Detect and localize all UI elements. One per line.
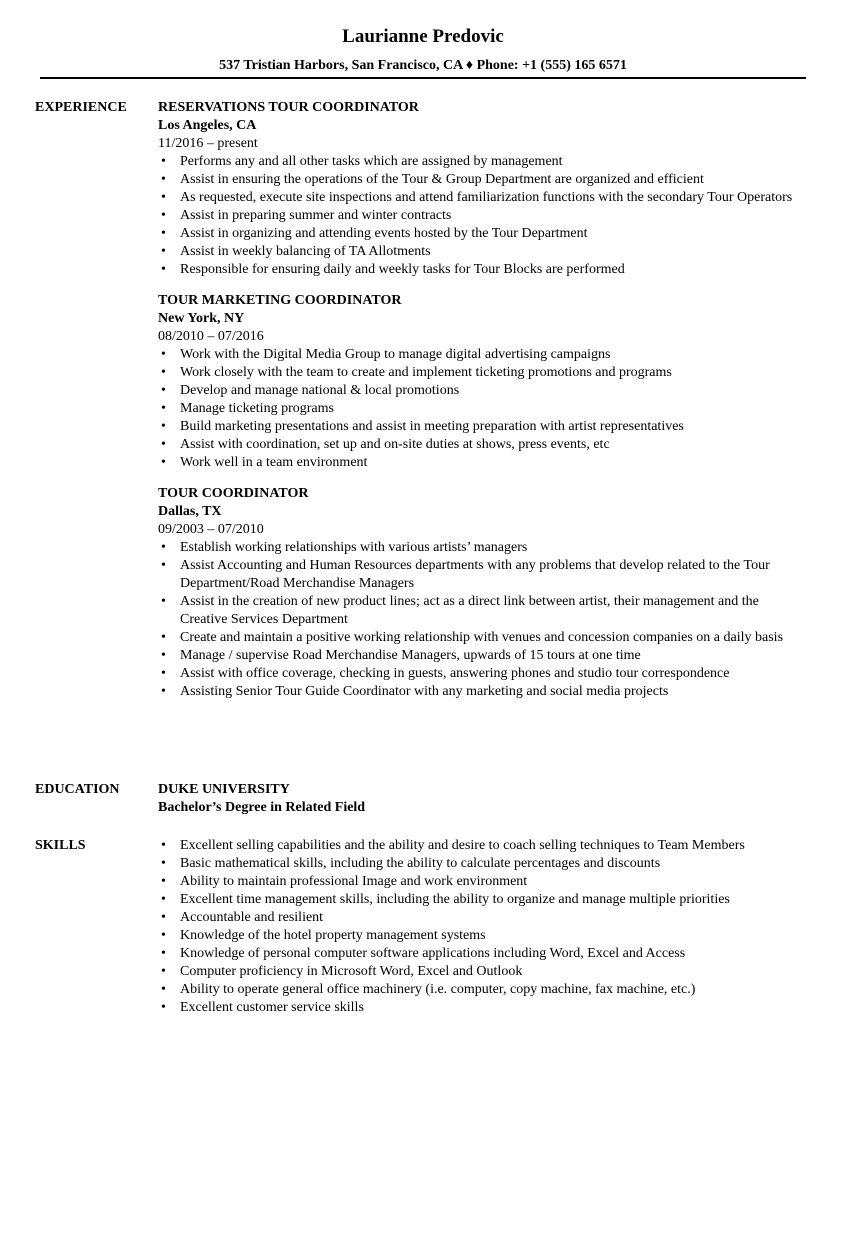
school-name: DUKE UNIVERSITY xyxy=(158,782,290,797)
education-body xyxy=(158,781,808,817)
job-bullets xyxy=(158,346,808,472)
list-item: • Assisting Senior Tour Guide Coordinator with any marketing and social media projects xyxy=(158,683,808,701)
list-item: • Build marketing presentations and assist in meeting preparation with artist representatives xyxy=(158,418,808,436)
candidate-name: Laurianne Predovic xyxy=(342,26,504,47)
list-item: • Manage / supervise Road Merchandise Managers, upwards of 15 tours at one time xyxy=(158,647,808,665)
list-item: • Excellent selling capabilities and the ability and desire to coach selling techniques to Team Members xyxy=(158,837,808,855)
list-item: • Assist with coordination, set up and on-site duties at shows, press events, etc xyxy=(158,436,808,454)
section-label-education: EDUCATION xyxy=(35,782,120,797)
skills-list xyxy=(158,837,808,1017)
list-item: • As requested, execute site inspections and attend familiarization functions with the secondary Tour Operators xyxy=(158,189,808,207)
resume-header xyxy=(0,26,846,74)
list-item: • Assist in weekly balancing of TA Allotments xyxy=(158,243,808,261)
list-item: • Assist in the creation of new product lines; act as a direct link between artist, their management and the Creative Services Department xyxy=(158,593,808,629)
job-title: RESERVATIONS TOUR COORDINATOR xyxy=(158,100,419,115)
list-item: • Accountable and resilient xyxy=(158,909,808,927)
list-item: • Assist with office coverage, checking in guests, answering phones and studio tour correspondence xyxy=(158,665,808,683)
job-title: TOUR MARKETING COORDINATOR xyxy=(158,293,402,308)
contact-line: 537 Tristian Harbors, San Francisco, CA ♦ Phone: +1 (555) 165 6571 xyxy=(219,58,627,73)
job-entry xyxy=(158,485,808,701)
job-entry xyxy=(158,292,808,472)
job-title: TOUR COORDINATOR xyxy=(158,486,309,501)
job-bullets xyxy=(158,539,808,701)
list-item: • Knowledge of the hotel property management systems xyxy=(158,927,808,945)
list-item: • Excellent time management skills, including the ability to organize and manage multiple priorities xyxy=(158,891,808,909)
list-item: • Create and maintain a positive working relationship with venues and concession companies on a daily basis xyxy=(158,629,808,647)
job-location: Dallas, TX xyxy=(158,504,222,519)
skills-body xyxy=(158,837,808,1017)
list-item: • Assist Accounting and Human Resources departments with any problems that develop related to the Tour Department/Road Merchandise Managers xyxy=(158,557,808,593)
job-dates: 09/2003 – 07/2010 xyxy=(158,522,264,537)
list-item: • Performs any and all other tasks which are assigned by management xyxy=(158,153,808,171)
list-item: • Develop and manage national & local promotions xyxy=(158,382,808,400)
job-location: New York, NY xyxy=(158,311,245,326)
list-item: • Work well in a team environment xyxy=(158,454,808,472)
job-bullets xyxy=(158,153,808,279)
header-divider xyxy=(40,77,806,79)
list-item: • Responsible for ensuring daily and weekly tasks for Tour Blocks are performed xyxy=(158,261,808,279)
list-item: • Ability to operate general office machinery (i.e. computer, copy machine, fax machine, etc.) xyxy=(158,981,808,999)
list-item: • Assist in ensuring the operations of the Tour & Group Department are organized and efficient xyxy=(158,171,808,189)
list-item: • Assist in preparing summer and winter contracts xyxy=(158,207,808,225)
list-item: • Work with the Digital Media Group to manage digital advertising campaigns xyxy=(158,346,808,364)
section-label-skills: SKILLS xyxy=(35,838,86,853)
experience-body xyxy=(158,99,808,714)
list-item: • Computer proficiency in Microsoft Word, Excel and Outlook xyxy=(158,963,808,981)
list-item: • Assist in organizing and attending events hosted by the Tour Department xyxy=(158,225,808,243)
section-label-experience: EXPERIENCE xyxy=(35,100,127,115)
job-dates: 11/2016 – present xyxy=(158,136,258,151)
list-item: • Basic mathematical skills, including the ability to calculate percentages and discounts xyxy=(158,855,808,873)
list-item: • Knowledge of personal computer software applications including Word, Excel and Access xyxy=(158,945,808,963)
job-entry xyxy=(158,99,808,279)
job-location: Los Angeles, CA xyxy=(158,118,257,133)
degree: Bachelor’s Degree in Related Field xyxy=(158,800,366,815)
list-item: • Ability to maintain professional Image and work environment xyxy=(158,873,808,891)
job-dates: 08/2010 – 07/2016 xyxy=(158,329,264,344)
list-item: • Excellent customer service skills xyxy=(158,999,808,1017)
list-item: • Work closely with the team to create and implement ticketing promotions and programs xyxy=(158,364,808,382)
list-item: • Establish working relationships with various artists’ managers xyxy=(158,539,808,557)
list-item: • Manage ticketing programs xyxy=(158,400,808,418)
